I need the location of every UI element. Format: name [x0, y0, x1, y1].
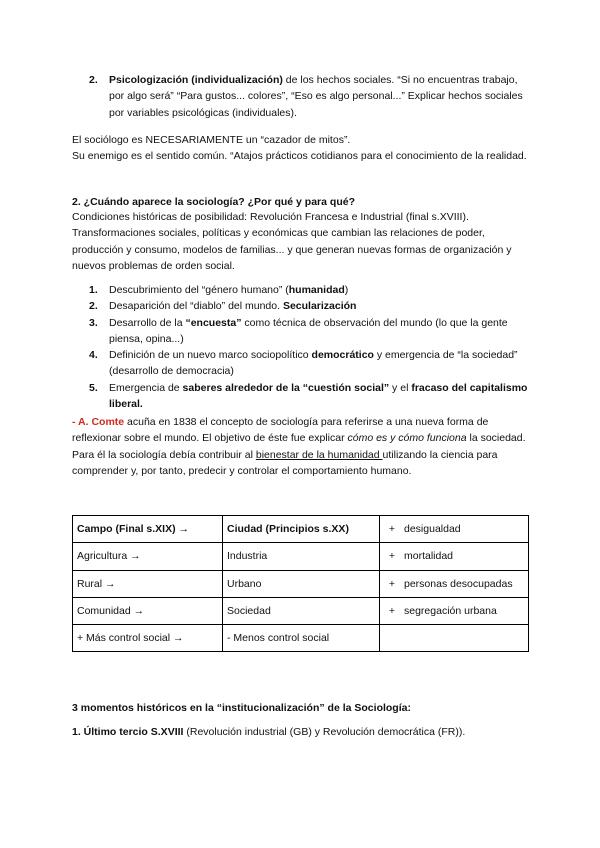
list-item: 1. Descubrimiento del “género humano” (humanidad) — [89, 284, 349, 296]
psychologization-list — [72, 72, 528, 121]
table-cell: + segregación urbana — [380, 597, 529, 624]
comte-name: A. Comte — [78, 416, 125, 428]
list-item: 2. Desaparición del “diablo” del mundo. Secularización — [89, 300, 357, 313]
section-2-intro: Condiciones históricas de posibilidad: Revolución Francesa e Industrial (final s.XVIII). Transformaciones sociales, políticas y económicas que cambian las relaciones de poder, producción y consumo, modelos de familias... y que generan nuevas formas de organización y nuevos problemas de orden social. — [72, 211, 512, 272]
section-3-item: 1. Último tercio S.XVIII (Revolución industrial (GB) y Revolución democrática (FR)). — [72, 726, 466, 738]
table-header-row — [73, 516, 529, 543]
list-item: 5. Emergencia de saberes alrededor de la “cuestión social” y el fracaso del capitalismo liberal. — [89, 381, 528, 410]
table-cell: + Más control social → — [73, 625, 223, 652]
table-cell: - Menos control social — [223, 625, 380, 652]
list-item: 4. Definición de un nuevo marco sociopolítico democrático y emergencia de “la sociedad” (desarrollo de democracia) — [89, 349, 518, 378]
table-cell: + personas desocupadas — [380, 570, 529, 597]
myth-hunter-paragraph: El sociólogo es NECESARIAMENTE un “cazador de mitos”. — [72, 134, 351, 146]
list-item-text: de los hechos sociales. “Si no encuentras trabajo, por algo será” “Para gustos... colores”, “Eso es algo personal...” Explicar hechos sociales por variables psicológicas (individuales). — [109, 74, 523, 119]
table-header-cell: Ciudad (Principios s.XX) — [223, 516, 380, 543]
table-cell: + desigualdad — [380, 516, 529, 543]
list-number: 2. — [89, 74, 98, 86]
table-cell: + mortalidad — [380, 543, 529, 570]
table-row — [73, 543, 529, 570]
comte-paragraph: - A. Comte acuña en 1838 el concepto de sociología para referirse a una nueva forma de reflexionar sobre el mundo. El objetivo de éste fue explicar cómo es y cómo funciona la sociedad. Para él la sociología debía contribuir al bienestar de la humanidad utilizando la ciencia para comprender y, por tanto, predecir y controlar el comportamiento humano. — [72, 416, 526, 477]
table-cell: Industria — [223, 543, 380, 570]
table-cell: Sociedad — [223, 597, 380, 624]
comparison-table — [72, 515, 529, 652]
table-row — [73, 625, 529, 652]
list-item-bold: Psicologización (individualización) — [109, 74, 283, 86]
table-cell: Urbano — [223, 570, 380, 597]
table-header-cell: Campo (Final s.XIX) → — [73, 516, 223, 543]
conditions-list — [72, 282, 528, 412]
section-3-heading: 3 momentos históricos en la “institucionalización” de la Sociología: — [72, 702, 411, 714]
table-cell: Comunidad → — [73, 597, 223, 624]
list-item — [72, 72, 528, 121]
list-item: 3. Desarrollo de la “encuesta” como técnica de observación del mundo (lo que la gente piensa, opina...) — [89, 316, 508, 345]
table-cell: Rural → — [73, 570, 223, 597]
table-row — [73, 597, 529, 624]
common-sense-paragraph: Su enemigo es el sentido común. “Atajos prácticos cotidianos para el conocimiento de la realidad. — [72, 150, 527, 162]
section-2-heading: 2. ¿Cuándo aparece la sociología? ¿Por qué y para qué? — [72, 196, 355, 208]
table-cell — [380, 625, 529, 652]
table-cell: Agricultura → — [73, 543, 223, 570]
table-row — [73, 570, 529, 597]
